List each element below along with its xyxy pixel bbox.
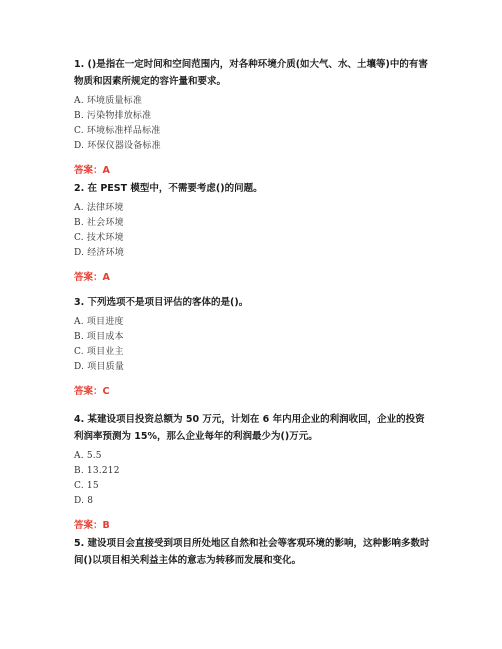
question-stem: 4. 某建设项目投资总额为 50 万元，计划在 6 年内用企业的利润收回，企业的投资利润率预测为 15%，那么企业每年的利润最少为()万元。 (74, 414, 425, 442)
option-c: C. 技术环境 (74, 233, 124, 243)
question-stem: 5. 建设项目会直接受到项目所处地区自然和社会等客观环境的影响，这种影响多数时间()以项目相关利益主体的意志为转移而发展和变化。 (74, 538, 430, 566)
question-stem: 1. ()是指在一定时间和空间范围内，对各种环境介质(如大气、水、土壤等)中的有害物质和因素所规定的容许量和要求。 (74, 59, 428, 87)
answer-label: 答案： (74, 386, 103, 397)
answer-label: 答案： (74, 272, 103, 283)
option-a: A. 项目进度 (74, 317, 124, 327)
answer-line (74, 384, 434, 400)
answer-line (74, 518, 434, 534)
option-d: D. 环保仪器设备标准 (74, 141, 161, 151)
options-list (74, 201, 434, 261)
answer-value: B (102, 520, 110, 531)
answer-line (74, 270, 434, 286)
answer-value: C (102, 386, 110, 397)
option-a: A. 环境质量标准 (74, 96, 143, 106)
question-1 (74, 56, 434, 179)
question-2 (74, 180, 434, 286)
option-c: C. 环境标准样品标准 (74, 126, 161, 136)
options-list (74, 94, 434, 154)
question-5 (74, 535, 434, 573)
question-stem: 3. 下列选项不是项目评估的客体的是()。 (74, 297, 249, 308)
option-b: B. 污染物排放标准 (74, 111, 152, 121)
option-d: D. 经济环境 (74, 248, 125, 258)
question-stem: 2. 在 PEST 模型中，不需要考虑()的问题。 (74, 183, 263, 194)
options-list (74, 449, 434, 509)
answer-label: 答案： (74, 165, 103, 176)
option-b: B. 项目成本 (74, 332, 124, 342)
answer-value: A (102, 272, 110, 283)
question-4 (74, 411, 434, 534)
option-a: A. 法律环境 (74, 203, 124, 213)
option-b: B. 13.212 (74, 466, 120, 476)
answer-value: A (102, 165, 110, 176)
question-3 (74, 294, 434, 400)
option-c: C. 15 (74, 481, 99, 491)
options-list (74, 315, 434, 375)
option-d: D. 项目质量 (74, 362, 125, 372)
option-a: A. 5.5 (74, 451, 102, 461)
option-c: C. 项目业主 (74, 347, 124, 357)
answer-label: 答案： (74, 520, 103, 531)
option-d: D. 8 (74, 496, 94, 506)
answer-line (74, 163, 434, 179)
option-b: B. 社会环境 (74, 218, 124, 228)
